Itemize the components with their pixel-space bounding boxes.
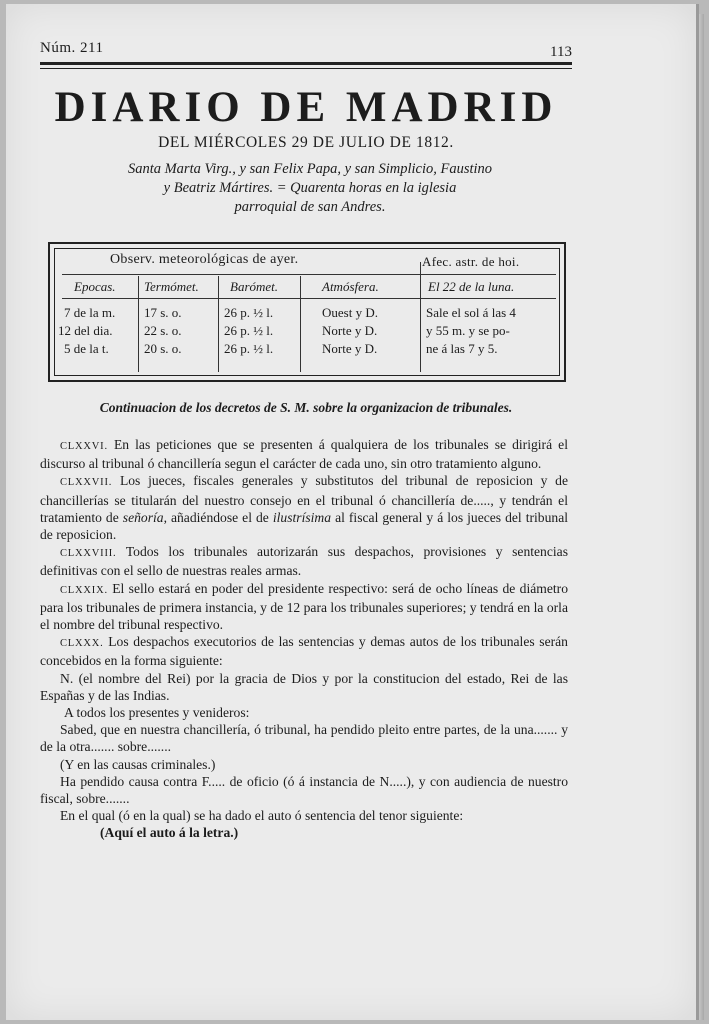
saints-line: parroquial de san Andres. [234, 199, 386, 215]
table-rule [62, 274, 556, 275]
article-number: CLXXVI. [60, 441, 108, 452]
header-rule-thin [40, 68, 572, 69]
formula-line: (Y en las causas criminales.) [60, 756, 216, 772]
column-header-epocas: Epocas. [74, 279, 116, 294]
article-paragraph [40, 580, 568, 634]
barometro-cell: 26 p. ½ l. [224, 323, 274, 338]
section-title: Continuacion de los decretos de S. M. sobre la organizacion de tribunales. [99, 400, 513, 415]
article-paragraph [40, 543, 568, 579]
issue-number: Núm. 211 [40, 40, 104, 56]
article-text: En las peticiones que se presenten á qualquiera de los tribunales se dirigirá el discurso al tribunal ó chancillería segun el carácter de cada uno, sin otro tratamiento alguno. [40, 437, 568, 472]
formula-line: Ha pendido causa contra F..... de oficio (ó á instancia de N.....), y con audiencia de nuestro fiscal, sobre....... [40, 773, 568, 807]
barometro-cell: 26 p. ½ l. [224, 341, 274, 356]
article-paragraph [40, 633, 568, 669]
article-text: Los despachos executorios de las sentencias y demas autos de los tribunales serán concebidos en la forma siguiente: [40, 634, 568, 669]
saints-of-the-day [58, 160, 562, 217]
header-line [40, 36, 572, 58]
column-divider [300, 276, 301, 372]
page-number: 113 [550, 44, 572, 60]
article-text: al fiscal general y á los jueces del tribunal de reposicion. [40, 509, 569, 543]
article-text: El sello estará en poder del presidente respectivo: será de ocho líneas de diámetro para los tribunales de primera instancia, y de 12 para los tribunales superiores; y tendrá en la orla el nombre del tribunal respectivo. [40, 580, 568, 633]
article-italic: ilustrísima [272, 509, 332, 525]
barometro-cell: 26 p. ½ l. [224, 305, 274, 320]
epoca-cell: 5 de la t. [64, 341, 109, 356]
astro-line: Sale el sol á las 4 [426, 305, 516, 320]
formula-line: A todos los presentes y venideros: [64, 705, 250, 721]
dateline: DEL MIÉRCOLES 29 DE JULIO DE 1812. [158, 134, 454, 151]
article-italic: señoría [122, 509, 164, 525]
termometro-cell: 22 s. o. [144, 323, 182, 338]
column-header-barometro: Barómet. [230, 279, 279, 294]
termometro-cell: 17 s. o. [144, 305, 182, 320]
atmosfera-cell: Norte y D. [322, 323, 378, 338]
formula-line: Sabed, que en nuestra chancillería, ó tribunal, ha pendido pleito entre partes, de la una....... y de la otra....... sobre....... [40, 722, 568, 755]
astro-line: y 55 m. y se po- [426, 323, 510, 338]
saints-line: Santa Marta Virg., y san Felix Papa, y san Simplicio, Faustino [127, 161, 493, 177]
epoca-cell: 7 de la m. [64, 305, 116, 320]
column-divider [420, 262, 421, 372]
astro-title: Afec. astr. de hoi. [422, 254, 520, 269]
column-header-luna: El 22 de la luna. [428, 279, 515, 294]
article-number: CLXXIX. [60, 584, 108, 596]
closing-line: (Aquí el auto á la letra.) [100, 825, 239, 841]
article-body [40, 436, 568, 842]
article-number: CLXXVIII. [60, 548, 117, 560]
epoca-cell: 12 del dia. [58, 323, 113, 338]
formula-line: En el qual (ó en la qual) se ha dado el auto ó sentencia del tenor siguiente: [60, 808, 464, 824]
column-divider [138, 276, 139, 372]
column-header-termometro: Termómet. [144, 279, 199, 294]
article-number: CLXXVII. [60, 477, 113, 489]
column-divider [218, 276, 219, 372]
article-paragraph [40, 436, 568, 472]
column-header-atmosfera: Atmósfera. [322, 279, 379, 294]
article-number: CLXXX. [60, 638, 104, 650]
weather-title: Observ. meteorológicas de ayer. [110, 252, 299, 267]
header-rule-thick [40, 62, 572, 65]
article-text: Todos los tribunales autorizarán sus despachos, provisiones y sentencias definitivas con el sello de nuestras reales armas. [40, 544, 568, 579]
weather-table [48, 242, 566, 382]
article-paragraph [40, 472, 568, 543]
article-text: , añadiéndose el de [163, 509, 269, 525]
article-text: Los jueces, fiscales generales y substitutos del tribunal de reposicion y de chancillerías se titularán del nuestro consejo en el tribunal ó chancillería de....., y tendrán el tratamiento de [40, 473, 569, 525]
atmosfera-cell: Norte y D. [322, 341, 378, 356]
astro-line: ne á las 7 y 5. [426, 341, 498, 356]
table-rule [62, 298, 556, 299]
termometro-cell: 20 s. o. [144, 341, 182, 356]
saints-line: y Beatriz Mártires. = Quarenta horas en la iglesia [163, 180, 457, 196]
atmosfera-cell: Ouest y D. [322, 305, 378, 320]
masthead-title: DIARIO DE MADRID [54, 84, 558, 131]
formula-line: N. (el nombre del Rei) por la gracia de Dios y por la constitucion del estado, Rei de las Españas y de las Indias. [40, 670, 568, 703]
